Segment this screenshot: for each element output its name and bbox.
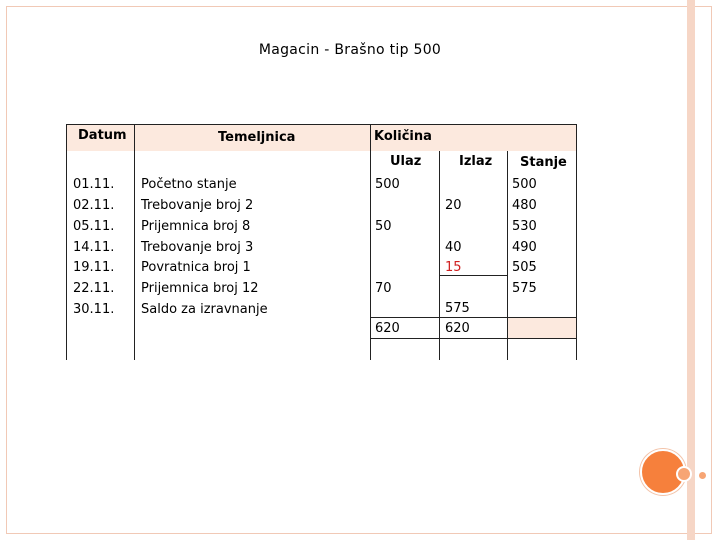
row-izlaz: 575 bbox=[445, 301, 470, 316]
row-date: 14.11. bbox=[73, 240, 115, 255]
row-document: Trebovanje broj 2 bbox=[141, 198, 254, 213]
row-izlaz: 40 bbox=[445, 240, 462, 255]
row-ulaz: 50 bbox=[375, 219, 392, 234]
row-ulaz: 500 bbox=[375, 177, 400, 192]
decorative-stripe bbox=[687, 0, 695, 540]
row-stanje: 500 bbox=[512, 177, 537, 192]
row-date: 05.11. bbox=[73, 219, 115, 234]
row-document: Trebovanje broj 3 bbox=[141, 240, 254, 255]
decorative-circle-small bbox=[676, 466, 692, 482]
grid-line bbox=[66, 124, 67, 360]
row-date: 30.11. bbox=[73, 302, 115, 317]
row-izlaz: 20 bbox=[445, 198, 462, 213]
grid-line bbox=[576, 124, 577, 360]
grid-line bbox=[370, 124, 371, 360]
header-izlaz: Izlaz bbox=[459, 154, 493, 169]
row-date: 01.11. bbox=[73, 177, 115, 192]
row-stanje: 575 bbox=[512, 281, 537, 296]
row-document: Početno stanje bbox=[141, 177, 237, 192]
grid-line bbox=[371, 317, 577, 318]
grid-line bbox=[507, 151, 508, 360]
grid-line bbox=[134, 124, 135, 360]
total-izlaz: 620 bbox=[445, 321, 470, 336]
row-stanje: 505 bbox=[512, 260, 537, 275]
row-date: 19.11. bbox=[73, 260, 115, 275]
grid-line bbox=[371, 338, 577, 339]
row-stanje: 530 bbox=[512, 219, 537, 234]
row-stanje: 480 bbox=[512, 198, 537, 213]
row-ulaz: 70 bbox=[375, 281, 392, 296]
header-stanje: Stanje bbox=[520, 155, 567, 170]
row-document: Prijemnica broj 8 bbox=[141, 219, 251, 234]
grid-line bbox=[66, 124, 577, 125]
header-temeljnica: Temeljnica bbox=[218, 130, 296, 145]
row-izlaz-highlighted: 15 bbox=[445, 260, 462, 275]
row-document: Prijemnica broj 12 bbox=[141, 281, 259, 296]
footer-background bbox=[507, 317, 576, 338]
header-ulaz: Ulaz bbox=[390, 154, 422, 169]
header-background bbox=[66, 124, 576, 151]
row-date: 02.11. bbox=[73, 198, 115, 213]
row-date: 22.11. bbox=[73, 281, 115, 296]
total-ulaz: 620 bbox=[375, 321, 400, 336]
page-title: Magacin - Brašno tip 500 bbox=[258, 42, 442, 58]
row-stanje: 490 bbox=[512, 240, 537, 255]
grid-line bbox=[439, 151, 440, 360]
row-document: Povratnica broj 1 bbox=[141, 260, 251, 275]
header-datum: Datum bbox=[78, 128, 127, 143]
decorative-circle-tiny bbox=[697, 470, 708, 481]
row-document: Saldo za izravnanje bbox=[141, 302, 268, 317]
header-kolicina: Količina bbox=[374, 129, 432, 144]
